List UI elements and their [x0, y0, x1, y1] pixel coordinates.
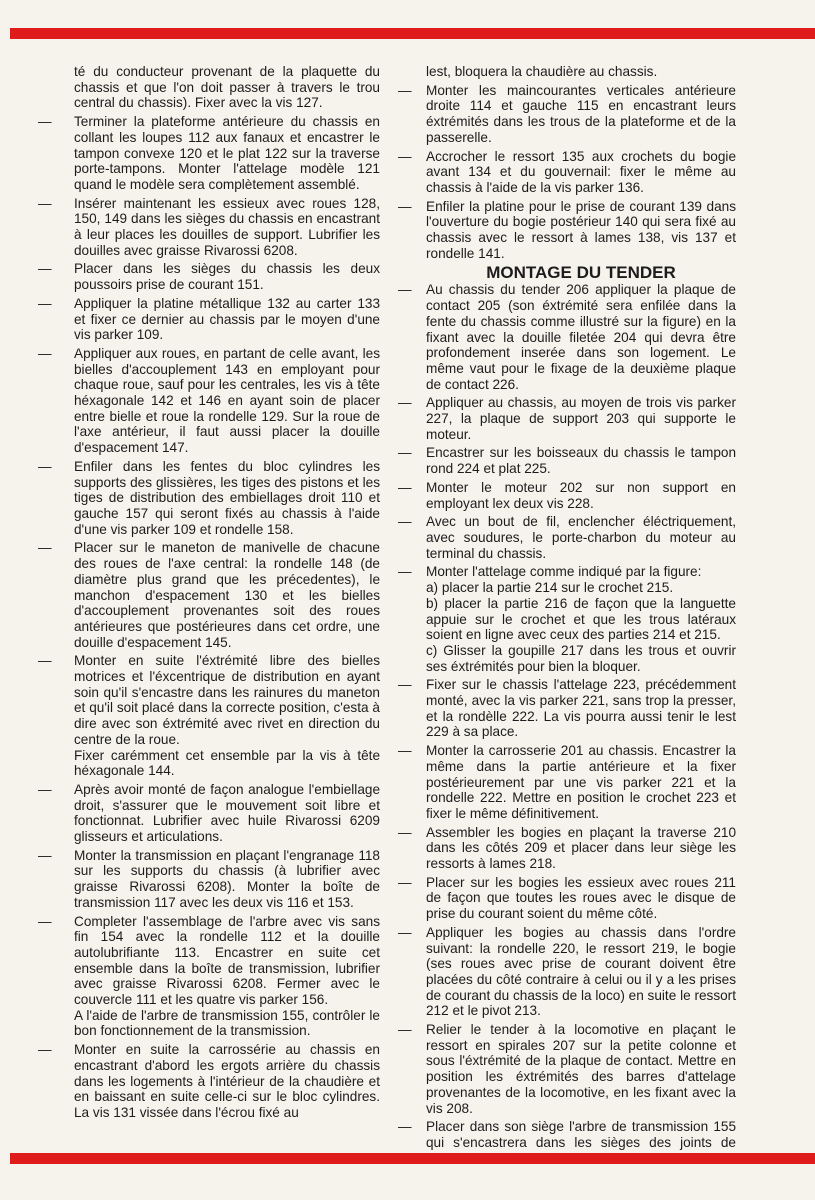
- bullet-dash: —: [38, 261, 52, 277]
- instruction-text: Appliquer aux roues, en partant de celle avant, les bielles d'accouplement 143 en employant pour chaque roue, sauf pour les centrales, les vis à tête héxagonale 142 et 146 en ayant soin de placer entre bielle et roue la rondelle 129. Sur la roue de l'axe antérieur, il faut aussi placer la douille d'espacement 147.: [74, 345, 380, 456]
- instruction-item: [398, 395, 736, 442]
- instruction-text: Completer l'assemblage de l'arbre avec vis sans fin 154 avec la rondelle 112 et la douille autolubrifiante 113. Encastrer en suite cet ensemble dans la boîte de transmission, lubrifier avec graisse Rivarossi 6208. Fermer avec le couvercle 111 et les quatre vis parker 156.: [74, 913, 380, 1008]
- instruction-text: Accrocher le ressort 135 aux crochets du bogie avant 134 et du gouvernail: fixer le même au chassis à l'aide de la vis parker 136.: [426, 148, 736, 195]
- instruction-text: Avec un bout de fil, enclencher éléctriquement, avec soudures, le porte-charbon du moteur au terminal du chassis.: [426, 514, 736, 561]
- instruction-text: Appliquer les bogies au chassis dans l'ordre suivant: la rondelle 220, le ressort 219, le bogie (ses roues avec prise de courant doivent être placées du côté contraire à celui ou il y a les prises de courant du chassis de la loco) en suite le ressort 212 et le pivot 213.: [426, 924, 736, 1019]
- instruction-item: [398, 1022, 736, 1116]
- instruction-text: Encastrer sur les boisseaux du chassis le tampon rond 224 et plat 225.: [426, 445, 736, 477]
- instruction-text: Au chassis du tender 206 appliquer la plaque de contact 205 (son éxtrémité sera enfilée dans la fente du chassis comme illustré sur la figure) en la fixant avec la douille filetée 204 qui devra être profondement inserée dans son logement. Le même vaut pour le fixage de la deuxième plaque de contact 226.: [426, 282, 736, 392]
- bullet-dash: —: [398, 148, 412, 164]
- bullet-dash: —: [38, 781, 52, 797]
- bullet-dash: —: [398, 1022, 412, 1038]
- bullet-dash: —: [398, 1119, 412, 1135]
- bullet-dash: —: [398, 743, 412, 759]
- bullet-dash: —: [398, 198, 412, 214]
- instruction-item: [398, 282, 736, 392]
- instruction-text: Fixer carémment cet ensemble par la vis à tête héxagonale 144.: [74, 747, 380, 779]
- instruction-text: té du conducteur provenant de la plaquette du chassis et que l'on doit passer à travers le trou central du chassis). Fixer avec la vis 127.: [74, 64, 380, 111]
- bullet-dash: —: [398, 924, 412, 940]
- bullet-dash: —: [398, 677, 412, 693]
- bullet-dash: —: [398, 824, 412, 840]
- instruction-item: [38, 196, 380, 259]
- bullet-dash: —: [38, 458, 52, 474]
- instruction-item: [398, 564, 736, 674]
- bullet-dash: —: [398, 564, 412, 580]
- instruction-item: [398, 875, 736, 922]
- bullet-dash: —: [38, 1042, 52, 1058]
- instruction-text: Relier le tender à la locomotive en plaçant le ressort en spirales 207 sur la petite colonne et sous l'éxtrémité de la plaque de contact. Mettre en position les éxtrémités des barres d'attelage provenantes de la locomotive, en les fixant avec la vis 208.: [426, 1022, 736, 1116]
- instruction-item: [398, 480, 736, 511]
- instruction-item: [38, 848, 380, 911]
- instruction-item: [38, 782, 380, 845]
- bullet-dash: —: [398, 282, 412, 298]
- instruction-text: Placer dans son siège l'arbre de transmission 155 qui s'encastrera dans les sièges des joints de: [426, 1119, 736, 1150]
- bullet-dash: —: [398, 874, 412, 890]
- instruction-text: lest, bloquera la chaudière au chassis.: [426, 64, 658, 79]
- instruction-item: [38, 296, 380, 343]
- instruction-text: Terminer la plateforme antérieure du chassis en collant les loupes 112 aux fanaux et encastrer le tampon convexe 120 et le plat 122 sur la traverse porte-tampons. Monter l'attelage modèle 121 quand le modèle sera complètement assemblé.: [74, 114, 380, 192]
- instruction-item: [398, 445, 736, 476]
- instruction-item: [398, 677, 736, 740]
- instruction-item: [38, 459, 380, 538]
- instruction-text: Monter les maincourantes verticales antérieure droite 114 et gauche 115 en encastrant leurs éxtrémités dans les trous de la plateforme et de la passerelle.: [426, 82, 736, 145]
- instruction-text: Monter en suite l'éxtrémité libre des bielles motrices et l'éxcentrique de distribution en ayant soin qu'il s'encastre dans les rainures du maneton et qu'il soit placé dans la correcte position, c'esta à dire avec son éxtrémité avec rivet en direction du centre de la roue.: [74, 653, 380, 747]
- bullet-dash: —: [38, 540, 52, 556]
- bullet-dash: —: [398, 445, 412, 461]
- instruction-item: [38, 1042, 380, 1121]
- instruction-text: Monter la carrosserie 201 au chassis. Encastrer la même dans la partie antérieure et la fixer postérieurement par une vis parker 221 et la rondelle 222. Mettre en position le crochet 223 et fixer le même définitivement.: [426, 743, 736, 821]
- bullet-dash: —: [398, 514, 412, 530]
- instruction-item: [38, 540, 380, 650]
- top-red-rule: [10, 28, 815, 39]
- bottom-red-rule: [10, 1153, 815, 1164]
- instruction-item: [398, 83, 736, 146]
- instruction-text: Placer dans les sièges du chassis les deux poussoirs prise de courant 151.: [74, 261, 380, 293]
- instruction-item: [398, 199, 736, 262]
- instruction-item: [398, 925, 736, 1019]
- instruction-text: A l'aide de l'arbre de transmission 155, contrôler le bon fonctionnement de la transmission.: [74, 1007, 380, 1039]
- left-column: [38, 64, 380, 1124]
- tender-heading: MONTAGE DU TENDER: [486, 263, 676, 283]
- instruction-item: [38, 261, 380, 292]
- instruction-text: Après avoir monté de façon analogue l'embiellage droit, s'assurer que le mouvement soit libre et fonctionnat. Lubrifier avec huile Rivarossi 6209 glisseurs et articulations.: [74, 781, 380, 845]
- instruction-text: Appliquer au chassis, au moyen de trois vis parker 227, la plaque de support 203 qui supporte le moteur.: [426, 395, 736, 442]
- instruction-item: [398, 514, 736, 561]
- instruction-text: Monter le moteur 202 sur non support en employant lex deux vis 228.: [426, 479, 736, 511]
- instruction-text: Appliquer la platine métallique 132 au carter 133 et fixer ce dernier au chassis par le moyen d'une vis parker 109.: [74, 295, 380, 343]
- instruction-item: [38, 914, 380, 1040]
- bullet-dash: —: [38, 913, 52, 929]
- instruction-item: [398, 743, 736, 822]
- bullet-dash: —: [398, 395, 412, 411]
- bullet-dash: —: [398, 82, 412, 98]
- instruction-item: [38, 64, 380, 111]
- instruction-item: [38, 346, 380, 456]
- bullet-dash: —: [398, 479, 412, 495]
- instruction-text: Monter la transmission en plaçant l'engranage 118 sur les supports du chassis (à lubrifier avec graisse Rivarossi 6208). Monter la boîte de transmission 117 avec les deux vis 116 et 153.: [74, 847, 380, 910]
- instruction-text: Enfiler la platine pour le prise de courant 139 dans l'ouverture du bogie postérieur 140 qui sera fixé au chassis avec le ressort à lames 138, vis 137 et rondelle 141.: [426, 198, 736, 261]
- instruction-text: Monter l'attelage comme indiqué par la figure:: [426, 564, 702, 580]
- instruction-text: c) Glisser la goupille 217 dans les trous et ouvrir ses éxtrémités pour bien la bloquer.: [426, 642, 736, 674]
- instruction-text: Placer sur les bogies les essieux avec roues 211 de façon que toutes les roues avec le disque de prise du courant soient du même côté.: [426, 874, 736, 922]
- instruction-text: Insérer maintenant les essieux avec roues 128, 150, 149 dans les sièges du chassis en encastrant à leur places les douilles de support. Lubrifier les douilles avec graisse Rivarossi 6208.: [74, 195, 380, 258]
- bullet-dash: —: [38, 653, 52, 669]
- bullet-dash: —: [38, 847, 52, 863]
- instruction-text: b) placer la partie 216 de façon que la languette appuie sur le crochet et que les trous latéraux soient en ligne avec ceux des parties 214 et 215.: [426, 595, 736, 643]
- right-column: [398, 64, 736, 1169]
- instruction-text: Placer sur le maneton de manivelle de chacune des roues de l'axe central: la rondelle 148 (de diamètre plus grand que les précedentes), le manchon d'espacement 130 et les bielles d'accouplement provenantes soit des roues antérieures que postérieures dans cet ordre, une douille d'espacement 145.: [74, 540, 380, 650]
- instruction-item: [38, 114, 380, 193]
- instruction-text: Enfiler dans les fentes du bloc cylindres les supports des glissières, les tiges des pistons et les tiges de distribution des embiellages droit 110 et gauche 157 qui seront fixés au chassis à l'aide d'une vis parker 109 et rondelle 158.: [74, 458, 380, 537]
- instruction-item: [398, 825, 736, 872]
- instruction-text: a) placer la partie 214 sur le crochet 215.: [426, 580, 674, 596]
- instruction-text: Monter en suite la carrossérie au chassis en encastrant d'abord les ergots arrière du chassis dans les logements à l'intérieur de la chaudière et en baissant en suite celle-ci sur le bloc cylindres. La vis 131 vissée dans l'écrou fixé au: [74, 1042, 380, 1120]
- bullet-dash: —: [38, 195, 52, 211]
- instruction-text: Fixer sur le chassis l'attelage 223, précédemment monté, avec la vis parker 221, sans trop la presser, et la rondèlle 222. La vis pourra aussi tenir le lest 229 à sa place.: [426, 677, 736, 740]
- instruction-item: [38, 653, 380, 779]
- instruction-item: [398, 149, 736, 196]
- bullet-dash: —: [38, 114, 52, 130]
- instruction-text: Assembler les bogies en plaçant la traverse 210 dans les côtés 209 et placer dans leur siège les ressorts à lames 218.: [426, 824, 736, 872]
- bullet-dash: —: [38, 295, 52, 311]
- instruction-item: [398, 64, 736, 80]
- bullet-dash: —: [38, 345, 52, 361]
